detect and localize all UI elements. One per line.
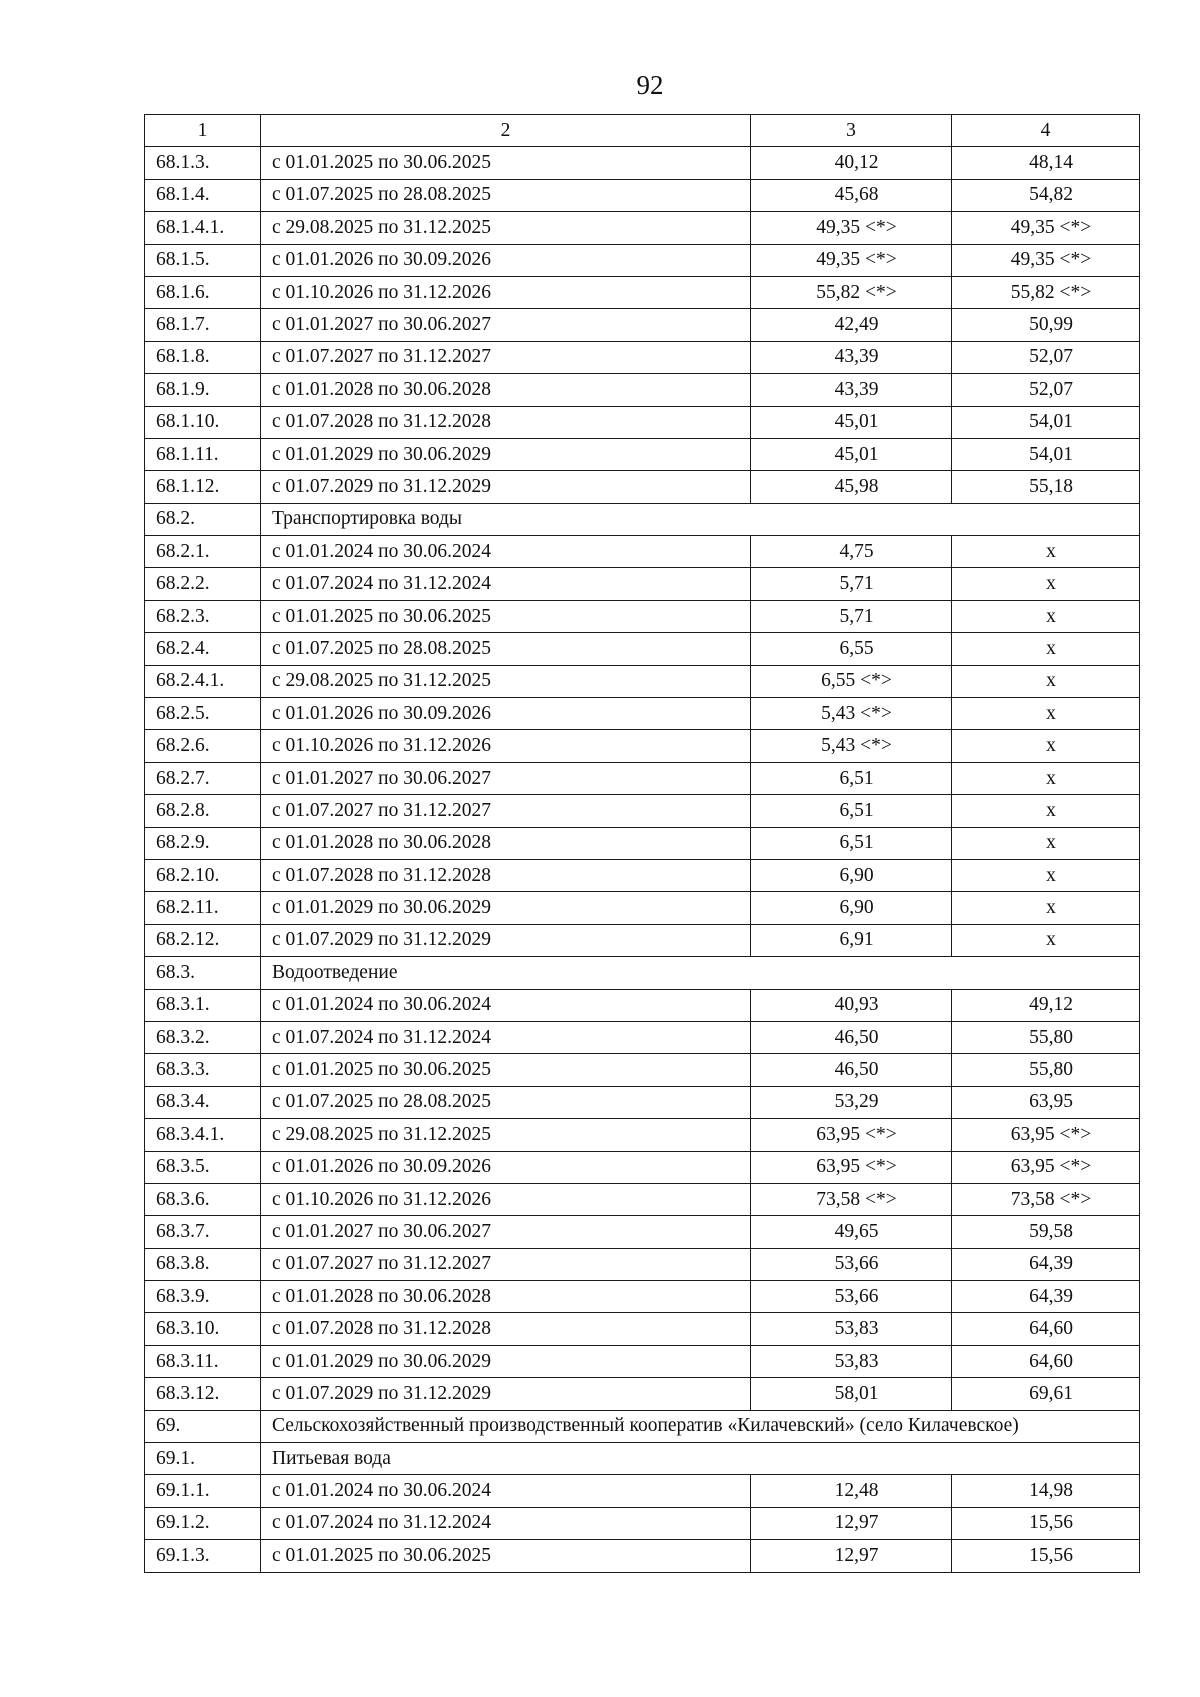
table-row [145,438,1140,470]
row-code: 68.2.12. [145,924,261,956]
row-code: 68.2.4. [145,633,261,665]
row-code: 69.1. [145,1443,261,1475]
row-value-col3: 55,82 <*> [751,276,952,308]
row-value-col4: 64,39 [952,1281,1140,1313]
table-row [145,179,1140,211]
row-code: 68.3.5. [145,1151,261,1183]
row-value-col3: 53,29 [751,1086,952,1118]
table-row [145,147,1140,179]
row-period: с 01.07.2028 по 31.12.2028 [261,859,751,891]
row-value-col3: 5,43 <*> [751,730,952,762]
row-code: 68.3.1. [145,989,261,1021]
table-row [145,600,1140,632]
row-value-col3: 49,65 [751,1216,952,1248]
row-period: с 01.01.2026 по 30.09.2026 [261,244,751,276]
row-code: 68.3.3. [145,1054,261,1086]
table-row [145,536,1140,568]
row-period: с 01.01.2029 по 30.06.2029 [261,892,751,924]
row-period: с 01.01.2027 по 30.06.2027 [261,762,751,794]
row-period: с 01.07.2025 по 28.08.2025 [261,633,751,665]
row-period: с 01.01.2029 по 30.06.2029 [261,1345,751,1377]
row-code: 68.1.4. [145,179,261,211]
column-header-4: 4 [952,115,1140,147]
table-row [145,827,1140,859]
row-value-col3: 6,51 [751,827,952,859]
row-code: 68.3. [145,957,261,989]
row-value-col4: 55,82 <*> [952,276,1140,308]
section-row [145,957,1140,989]
row-code: 68.2.6. [145,730,261,762]
row-value-col4: 59,58 [952,1216,1140,1248]
row-value-col4: 50,99 [952,309,1140,341]
row-code: 68.2.11. [145,892,261,924]
table-row [145,1378,1140,1410]
row-value-col3: 63,95 <*> [751,1119,952,1151]
row-value-col4: 15,56 [952,1507,1140,1539]
row-value-col3: 6,90 [751,859,952,891]
row-code: 68.2.5. [145,698,261,730]
row-value-col4: 64,60 [952,1313,1140,1345]
row-value-col3: 6,90 [751,892,952,924]
table-row [145,309,1140,341]
row-value-col4: 63,95 <*> [952,1151,1140,1183]
row-period: с 01.07.2024 по 31.12.2024 [261,1507,751,1539]
row-code: 68.2.7. [145,762,261,794]
table-row [145,212,1140,244]
row-code: 68.3.2. [145,1021,261,1053]
table-row [145,859,1140,891]
row-code: 68.3.9. [145,1281,261,1313]
row-period: с 01.01.2027 по 30.06.2027 [261,309,751,341]
row-value-col3: 5,71 [751,600,952,632]
row-value-col4: 55,18 [952,471,1140,503]
table-row [145,1345,1140,1377]
row-period: с 01.07.2027 по 31.12.2027 [261,341,751,373]
row-value-col4: х [952,795,1140,827]
row-value-col3: 63,95 <*> [751,1151,952,1183]
column-header-3: 3 [751,115,952,147]
section-row [145,1443,1140,1475]
row-value-col3: 6,55 <*> [751,665,952,697]
row-value-col3: 43,39 [751,374,952,406]
row-value-col4: 64,39 [952,1248,1140,1280]
table-row [145,1540,1140,1572]
row-period: с 01.07.2024 по 31.12.2024 [261,1021,751,1053]
row-value-col3: 45,01 [751,438,952,470]
row-value-col3: 6,55 [751,633,952,665]
row-period: с 01.07.2027 по 31.12.2027 [261,795,751,827]
row-period: с 01.07.2024 по 31.12.2024 [261,568,751,600]
row-period: с 01.01.2026 по 30.09.2026 [261,1151,751,1183]
row-value-col4: 64,60 [952,1345,1140,1377]
row-value-col4: х [952,827,1140,859]
row-code: 68.2.10. [145,859,261,891]
row-code: 68.3.11. [145,1345,261,1377]
row-value-col4: х [952,665,1140,697]
table-row [145,989,1140,1021]
row-code: 68.3.4. [145,1086,261,1118]
row-period: с 01.10.2026 по 31.12.2026 [261,1183,751,1215]
row-code: 68.3.7. [145,1216,261,1248]
row-period: с 01.07.2029 по 31.12.2029 [261,471,751,503]
row-value-col4: х [952,633,1140,665]
row-period: с 01.07.2028 по 31.12.2028 [261,1313,751,1345]
row-code: 68.1.7. [145,309,261,341]
row-code: 68.2.3. [145,600,261,632]
row-period: с 29.08.2025 по 31.12.2025 [261,665,751,697]
row-value-col4: 15,56 [952,1540,1140,1572]
table-row [145,1151,1140,1183]
table-row [145,730,1140,762]
row-value-col4: 54,01 [952,406,1140,438]
row-value-col3: 4,75 [751,536,952,568]
row-value-col3: 49,35 <*> [751,244,952,276]
row-value-col3: 58,01 [751,1378,952,1410]
row-period: с 01.07.2029 по 31.12.2029 [261,924,751,956]
table-row [145,471,1140,503]
row-code: 68.2.2. [145,568,261,600]
row-period: с 01.07.2029 по 31.12.2029 [261,1378,751,1410]
row-value-col4: 14,98 [952,1475,1140,1507]
row-value-col4: 54,82 [952,179,1140,211]
row-value-col3: 45,98 [751,471,952,503]
section-row [145,1410,1140,1442]
section-title: Водоотведение [261,957,1140,989]
row-code: 68.2.1. [145,536,261,568]
row-code: 68.1.5. [145,244,261,276]
row-value-col4: 69,61 [952,1378,1140,1410]
row-value-col3: 53,66 [751,1248,952,1280]
row-period: с 01.01.2024 по 30.06.2024 [261,536,751,568]
row-value-col4: 63,95 [952,1086,1140,1118]
row-value-col3: 46,50 [751,1021,952,1053]
row-value-col3: 53,83 [751,1313,952,1345]
row-period: с 01.01.2026 по 30.09.2026 [261,698,751,730]
table-row [145,795,1140,827]
row-code: 68.1.12. [145,471,261,503]
row-value-col3: 12,97 [751,1540,952,1572]
row-period: с 29.08.2025 по 31.12.2025 [261,212,751,244]
table-row [145,341,1140,373]
row-code: 68.3.6. [145,1183,261,1215]
row-value-col4: 63,95 <*> [952,1119,1140,1151]
row-value-col4: 49,12 [952,989,1140,1021]
row-value-col3: 45,68 [751,179,952,211]
row-code: 68.1.10. [145,406,261,438]
row-value-col4: х [952,568,1140,600]
row-value-col3: 12,48 [751,1475,952,1507]
row-period: с 01.01.2024 по 30.06.2024 [261,1475,751,1507]
row-period: с 01.10.2026 по 31.12.2026 [261,276,751,308]
tariff-table [144,114,1140,1573]
row-value-col4: 49,35 <*> [952,212,1140,244]
section-title: Питьевая вода [261,1443,1140,1475]
row-code: 68.2. [145,503,261,535]
row-value-col3: 46,50 [751,1054,952,1086]
row-value-col3: 40,93 [751,989,952,1021]
row-code: 68.3.8. [145,1248,261,1280]
row-value-col4: 49,35 <*> [952,244,1140,276]
row-value-col4: х [952,859,1140,891]
row-value-col3: 40,12 [751,147,952,179]
row-code: 68.3.12. [145,1378,261,1410]
table-row [145,924,1140,956]
row-value-col4: 48,14 [952,147,1140,179]
table-row [145,762,1140,794]
row-period: с 01.01.2028 по 30.06.2028 [261,1281,751,1313]
row-value-col3: 6,51 [751,762,952,794]
row-value-col3: 6,51 [751,795,952,827]
row-code: 69.1.1. [145,1475,261,1507]
row-period: с 01.10.2026 по 31.12.2026 [261,730,751,762]
row-value-col3: 53,83 [751,1345,952,1377]
table-row [145,665,1140,697]
row-period: с 01.01.2025 по 30.06.2025 [261,600,751,632]
row-value-col3: 49,35 <*> [751,212,952,244]
row-period: с 01.07.2025 по 28.08.2025 [261,179,751,211]
row-value-col4: 55,80 [952,1021,1140,1053]
row-code: 68.3.10. [145,1313,261,1345]
table-row [145,1507,1140,1539]
column-header-2: 2 [261,115,751,147]
table-header-row [145,115,1140,147]
row-period: с 01.07.2027 по 31.12.2027 [261,1248,751,1280]
row-value-col4: 73,58 <*> [952,1183,1140,1215]
row-code: 68.1.9. [145,374,261,406]
tariff-table-body [145,115,1140,1573]
table-row [145,1313,1140,1345]
table-row [145,568,1140,600]
table-row [145,244,1140,276]
table-row [145,1281,1140,1313]
row-period: с 29.08.2025 по 31.12.2025 [261,1119,751,1151]
table-row [145,1021,1140,1053]
row-period: с 01.07.2028 по 31.12.2028 [261,406,751,438]
row-value-col3: 73,58 <*> [751,1183,952,1215]
row-value-col3: 6,91 [751,924,952,956]
page-number: 92 [636,70,664,100]
row-value-col4: х [952,762,1140,794]
row-code: 68.2.4.1. [145,665,261,697]
row-value-col4: х [952,698,1140,730]
table-row [145,1475,1140,1507]
row-code: 68.1.8. [145,341,261,373]
row-value-col4: х [952,536,1140,568]
row-value-col4: 54,01 [952,438,1140,470]
table-row [145,276,1140,308]
row-value-col4: х [952,600,1140,632]
table-row [145,892,1140,924]
table-row [145,1054,1140,1086]
table-row [145,1216,1140,1248]
table-row [145,698,1140,730]
table-row [145,633,1140,665]
table-row [145,1248,1140,1280]
section-title: Сельскохозяйственный производственный кооператив «Килачевский» (село Килачевское) [261,1410,1140,1442]
table-row [145,406,1140,438]
row-value-col3: 43,39 [751,341,952,373]
table-row [145,1119,1140,1151]
row-value-col3: 12,97 [751,1507,952,1539]
row-period: с 01.01.2027 по 30.06.2027 [261,1216,751,1248]
table-row [145,374,1140,406]
row-code: 68.1.3. [145,147,261,179]
row-code: 68.1.11. [145,438,261,470]
row-period: с 01.01.2028 по 30.06.2028 [261,827,751,859]
row-code: 68.1.4.1. [145,212,261,244]
row-period: с 01.07.2025 по 28.08.2025 [261,1086,751,1118]
row-value-col4: х [952,924,1140,956]
row-value-col3: 42,49 [751,309,952,341]
table-row [145,1183,1140,1215]
table-row [145,1086,1140,1118]
row-value-col4: 52,07 [952,374,1140,406]
row-period: с 01.01.2025 по 30.06.2025 [261,1054,751,1086]
row-value-col3: 53,66 [751,1281,952,1313]
row-value-col3: 5,71 [751,568,952,600]
row-value-col4: х [952,730,1140,762]
section-title: Транспортировка воды [261,503,1140,535]
row-code: 68.3.4.1. [145,1119,261,1151]
row-value-col3: 45,01 [751,406,952,438]
row-code: 68.2.9. [145,827,261,859]
row-code: 69.1.3. [145,1540,261,1572]
row-value-col4: х [952,892,1140,924]
row-value-col4: 52,07 [952,341,1140,373]
row-code: 69.1.2. [145,1507,261,1539]
row-value-col4: 55,80 [952,1054,1140,1086]
column-header-1: 1 [145,115,261,147]
row-period: с 01.01.2028 по 30.06.2028 [261,374,751,406]
row-period: с 01.01.2025 по 30.06.2025 [261,147,751,179]
row-code: 68.1.6. [145,276,261,308]
row-value-col3: 5,43 <*> [751,698,952,730]
row-code: 69. [145,1410,261,1442]
row-code: 68.2.8. [145,795,261,827]
row-period: с 01.01.2024 по 30.06.2024 [261,989,751,1021]
section-row [145,503,1140,535]
row-period: с 01.01.2029 по 30.06.2029 [261,438,751,470]
row-period: с 01.01.2025 по 30.06.2025 [261,1540,751,1572]
